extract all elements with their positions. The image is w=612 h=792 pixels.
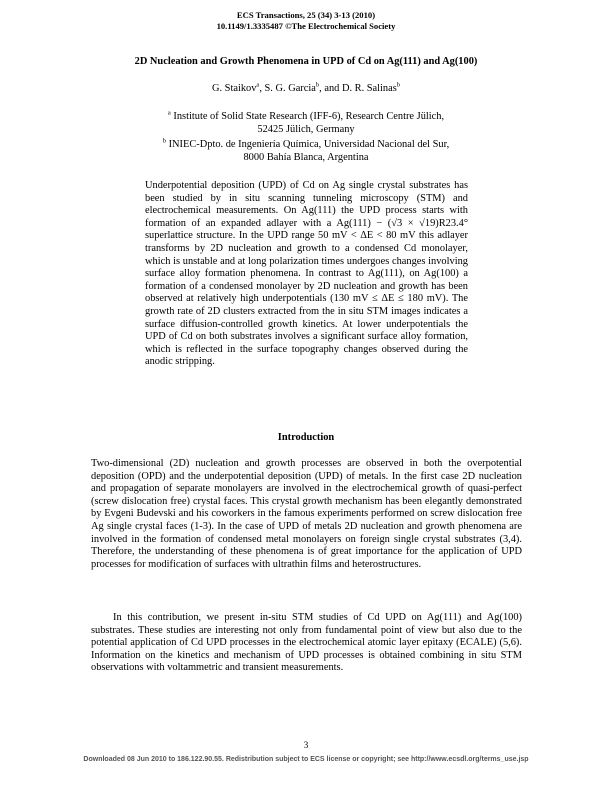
author-affiliation-mark: b [396,81,401,89]
abstract: Underpotential deposition (UPD) of Cd on Ag single crystal substrates has been studied by in situ scanning tunneling microscopy (STM) and electrochemical measurements. On Ag(111) the UPD process starts with formation of an expanded adlayer with a Ag(111) − (√3 × √19)R23.4° superlattice structure. In the UPD range 50 mV < ΔE < 80 mV this adlayer transforms by 2D nucleation and growth to a condensed Cd monolayer, which is unstable and at long polarization times undergoes changes involving surface alloy formation phenomena. In contrast to Ag(111), on Ag(100) a formation of a condensed monolayer by 2D nucleation and growth has been observed at relatively high underpotentials (130 mV ≤ ΔE ≤ 180 mV). The growth rate of 2D clusters extracted from the in situ STM images indicates a surface diffusion-controlled growth kinetics. At lower underpotentials the UPD of Cd on both substrates involves a significant surface alloy formation, which is reflected in the surface topography changes observed during the anodic stripping. [145,180,468,368]
author-list [0,83,612,94]
doi-header: 10.1149/1.3335487 ©The Electrochemical Society [216,21,396,31]
affiliation-b-line2: 8000 Bahía Blanca, Argentina [243,152,369,163]
author-name: G. Staikov [211,83,257,94]
affiliation-mark: a [167,109,171,117]
author-name: S. G. Garcia [264,83,316,94]
affiliation-text: Institute of Solid State Research (IFF-6), Research Centre Jülich, [170,111,445,122]
author-affiliation-mark: b [315,81,320,89]
affiliation-a-line2: 52425 Jülich, Germany [257,124,355,135]
affiliation-mark: b [162,137,166,145]
paper-title: 2D Nucleation and Growth Phenomena in UPD of Cd on Ag(111) and Ag(100) [134,56,478,67]
author-name: D. R. Salinas [341,83,397,94]
affiliation-text: INIEC-Dpto. de Ingeniería Química, Universidad Nacional del Sur, [166,139,450,150]
author-affiliation-mark: a [256,81,260,89]
page-number: 3 [303,740,309,750]
download-footer: Downloaded 08 Jun 2010 to 186.122.90.55. Redistribution subject to ECS license or copyright; see http://www.ecsdl.org/terms_use.jsp [83,756,529,763]
body-paragraph: In this contribution, we present in-situ STM studies of Cd UPD on Ag(111) and Ag(100) substrates. These studies are interesting not only from fundamental point of view but also due to the potential application of Cd UPD processes in the electrochemical atomic layer epitaxy (ECALE) (5,6). Information on the kinetics and mechanism of UPD processes is obtained combining in situ STM observations with voltammetric and transient measurements. [91,612,522,674]
affiliation-b-line1 [0,138,612,151]
author-separator: , [259,83,265,94]
affiliation-a-line1 [0,110,612,123]
section-heading: Introduction [277,432,335,443]
journal-header: ECS Transactions, 25 (34) 3-13 (2010) [236,10,376,20]
body-paragraph: Two-dimensional (2D) nucleation and growth processes are observed in both the overpotential deposition (OPD) and the underpotential deposition (UPD) of metals. In the first case 2D nucleation and propagation of separate monolayers are involved in the electrochemical growth of quasi-perfect (screw dislocation free) crystal faces. This crystal growth mechanism has been elegantly demonstrated by Evgeni Budevski and his coworkers in the famous experiments performed on screw dislocation free Ag single crystal faces (1-3). In the case of UPD of metals 2D nucleation and growth phenomena are involved in the formation of condensed metal monolayers on foreign single crystal substrates (3,4). Therefore, the understanding of these phenomena is of great importance for the application of UPD processes for modification of surfaces with ultrathin films and heterostructures. [91,458,522,570]
author-separator: , and [319,83,342,94]
